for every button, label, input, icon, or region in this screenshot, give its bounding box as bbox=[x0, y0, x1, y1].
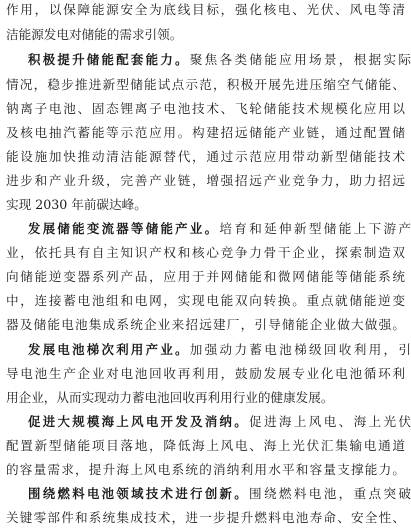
line-text: 培育和延伸新型储能上下游产 bbox=[219, 221, 411, 236]
line-text: 器及储能电池集成系统企业来招远建厂，引导储能企业做大做强。 bbox=[6, 317, 405, 332]
line-text: 中，连接蓄电池组和电网，实现电能双向转换。重点就储能逆变 bbox=[6, 293, 405, 308]
text-line bbox=[0, 144, 411, 169]
line-text: 钠离子电池、固态锂离子电池技术、飞轮储能技术规模化应用以 bbox=[6, 101, 405, 116]
line-text: 洁能源发电对储能的需求引领。 bbox=[6, 27, 183, 42]
paragraph-heading: 促进大规模海上风电开发及消纳。 bbox=[28, 414, 250, 429]
line-text: 促进海上风电、海上光伏 bbox=[249, 414, 411, 429]
paragraph-start bbox=[0, 337, 411, 362]
line-text: 能设施加快推动清洁能源替代，通过示范应用带动新型储能技术 bbox=[6, 149, 405, 164]
paragraph-heading: 围绕燃料电池领域技术进行创新。 bbox=[28, 486, 250, 501]
text-line bbox=[0, 0, 411, 22]
line-text: 实现 2030 年前碳达峰。 bbox=[6, 197, 147, 212]
line-text: 加强动力蓄电池梯级回收利用，引 bbox=[189, 342, 411, 357]
text-line bbox=[0, 120, 411, 145]
text-line bbox=[0, 192, 411, 217]
line-text: 向储能逆变器系列产品，应用于并网储能和微网储能等储能系统 bbox=[6, 269, 405, 284]
line-text: 关键零部件和系统集成技术，进一步提升燃料电池寿命、安全性、 bbox=[6, 510, 405, 525]
text-line bbox=[0, 385, 411, 410]
text-line bbox=[0, 288, 411, 313]
text-line bbox=[0, 96, 411, 121]
line-text: 作用，以保障能源安全为底线目标，强化核电、光伏、风电等清 bbox=[6, 2, 405, 17]
text-line bbox=[0, 22, 411, 47]
line-text: 聚焦各类储能应用场景，根据实际 bbox=[189, 52, 411, 67]
text-line bbox=[0, 457, 411, 482]
line-text: 情况，稳步推进新型储能试点示范，积极开展先进压缩空气储能、 bbox=[6, 77, 405, 92]
line-text: 业，依托具有自主知识产权和核心竞争力骨干企业，探索制造双 bbox=[6, 245, 405, 260]
paragraph-heading: 发展储能变流器等储能产业。 bbox=[28, 221, 220, 236]
text-line bbox=[0, 505, 411, 530]
paragraph-heading: 积极提升储能配套能力。 bbox=[28, 52, 190, 67]
line-text: 进步和产业升级，完善产业链，增强招远产业竞争力，助力招远 bbox=[6, 173, 405, 188]
line-text: 导电池生产企业对电池回收再利用，鼓励发展专业化电池循环利 bbox=[6, 366, 405, 381]
text-line bbox=[0, 240, 411, 265]
text-line bbox=[0, 433, 411, 458]
text-line bbox=[0, 72, 411, 97]
line-text: 用企业，从而实现动力蓄电池回收再利用行业的健康发展。 bbox=[6, 390, 334, 405]
line-text: 配置新型储能项目落地，降低海上风电、海上光伏汇集输电通道 bbox=[6, 438, 405, 453]
line-text: 的容量需求，提升海上风电系统的消纳利用水平和容量支撑能力。 bbox=[6, 462, 405, 477]
text-line bbox=[0, 168, 411, 193]
paragraph-start bbox=[0, 216, 411, 241]
text-line bbox=[0, 264, 411, 289]
paragraph-start bbox=[0, 47, 411, 72]
line-text: 及核电抽汽蓄能等示范应用。构建招远储能产业链，通过配置储 bbox=[6, 125, 405, 140]
line-text: 围绕燃料电池，重点突破 bbox=[249, 486, 411, 501]
paragraph-start bbox=[0, 409, 411, 434]
paragraph-heading: 发展电池梯次利用产业。 bbox=[28, 342, 190, 357]
paragraph-start bbox=[0, 481, 411, 506]
text-line bbox=[0, 312, 411, 337]
text-line bbox=[0, 361, 411, 386]
